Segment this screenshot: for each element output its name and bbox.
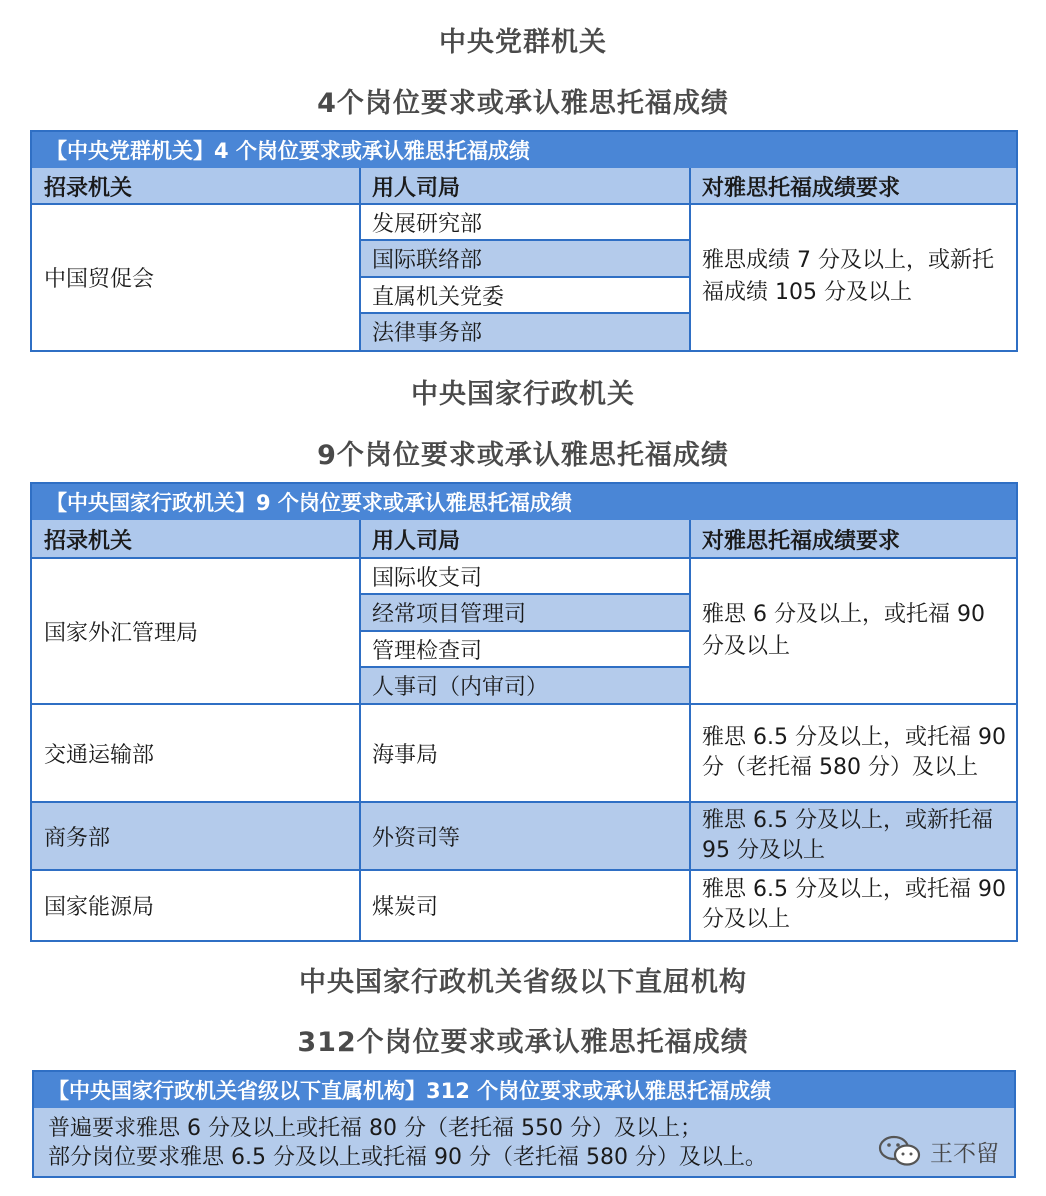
department-cell: 人事司（内审司） [360, 667, 690, 704]
wechat-icon [878, 1134, 922, 1168]
section1-subtitle: 4个岗位要求或承认雅思托福成绩 [317, 88, 729, 119]
requirement-cell: 雅思 6.5 分及以上，或新托福 95 分及以上 [690, 802, 1016, 870]
header-agency: 招录机关 [32, 168, 360, 204]
department-cell: 海事局 [372, 742, 439, 768]
header-department: 用人司局 [360, 520, 690, 558]
section3-subtitle: 312个岗位要求或承认雅思托福成绩 [297, 1027, 749, 1058]
section2-title: 中央国家行政机关 [411, 379, 635, 410]
section2-table-caption: 【中央国家行政机关】9 个岗位要求或承认雅思托福成绩 [32, 484, 1016, 520]
agency-cell: 国家能源局 [44, 894, 155, 920]
section1-title: 中央党群机关 [439, 27, 607, 58]
section3-line-2: 部分岗位要求雅思 6.5 分及以上或托福 90 分（老托福 580 分）及以上。 [48, 1145, 767, 1170]
agency-cell: 商务部 [32, 802, 360, 870]
agency-cell: 中国贸促会 [44, 266, 155, 292]
section3-title: 中央国家行政机关省级以下直屈机构 [299, 967, 747, 998]
department-cell: 煤炭司 [372, 894, 439, 920]
section2-subtitle: 9个岗位要求或承认雅思托福成绩 [317, 440, 729, 471]
department-cell: 发展研究部 [372, 211, 483, 237]
section3-line-1: 普遍要求雅思 6 分及以上或托福 80 分（老托福 550 分）及以上； [48, 1116, 702, 1141]
department-cell: 外资司等 [360, 802, 690, 870]
requirement-cell: 雅思 6.5 分及以上，或托福 90 分（老托福 580 分）及以上 [702, 725, 1006, 780]
watermark-text: 王不留 [930, 1140, 999, 1167]
department-cell: 法律事务部 [360, 313, 690, 350]
header-requirement: 对雅思托福成绩要求 [690, 168, 1016, 204]
header-department: 用人司局 [360, 168, 690, 204]
requirement-cell: 雅思成绩 7 分及以上，或新托福成绩 105 分及以上 [702, 248, 994, 305]
department-cell: 国际收支司 [372, 565, 483, 591]
department-cell: 经常项目管理司 [360, 594, 690, 631]
department-cell: 直属机关党委 [372, 284, 505, 310]
department-cell: 国际联络部 [360, 240, 690, 277]
department-cell: 管理检查司 [372, 638, 483, 664]
agency-cell: 交通运输部 [44, 742, 155, 768]
section2-table [30, 482, 1018, 942]
header-agency: 招录机关 [32, 520, 360, 558]
watermark [878, 1134, 999, 1168]
section3-table-caption: 【中央国家行政机关省级以下直属机构】312 个岗位要求或承认雅思托福成绩 [34, 1072, 1014, 1108]
section1-table [30, 130, 1018, 352]
requirement-cell: 雅思 6.5 分及以上，或托福 90 分及以上 [702, 877, 1006, 932]
header-requirement: 对雅思托福成绩要求 [690, 520, 1016, 558]
agency-cell: 国家外汇管理局 [44, 620, 199, 646]
section3-table [32, 1070, 1016, 1178]
requirement-cell: 雅思 6 分及以上，或托福 90 分及以上 [702, 602, 985, 659]
section1-table-caption: 【中央党群机关】4 个岗位要求或承认雅思托福成绩 [32, 132, 1016, 168]
